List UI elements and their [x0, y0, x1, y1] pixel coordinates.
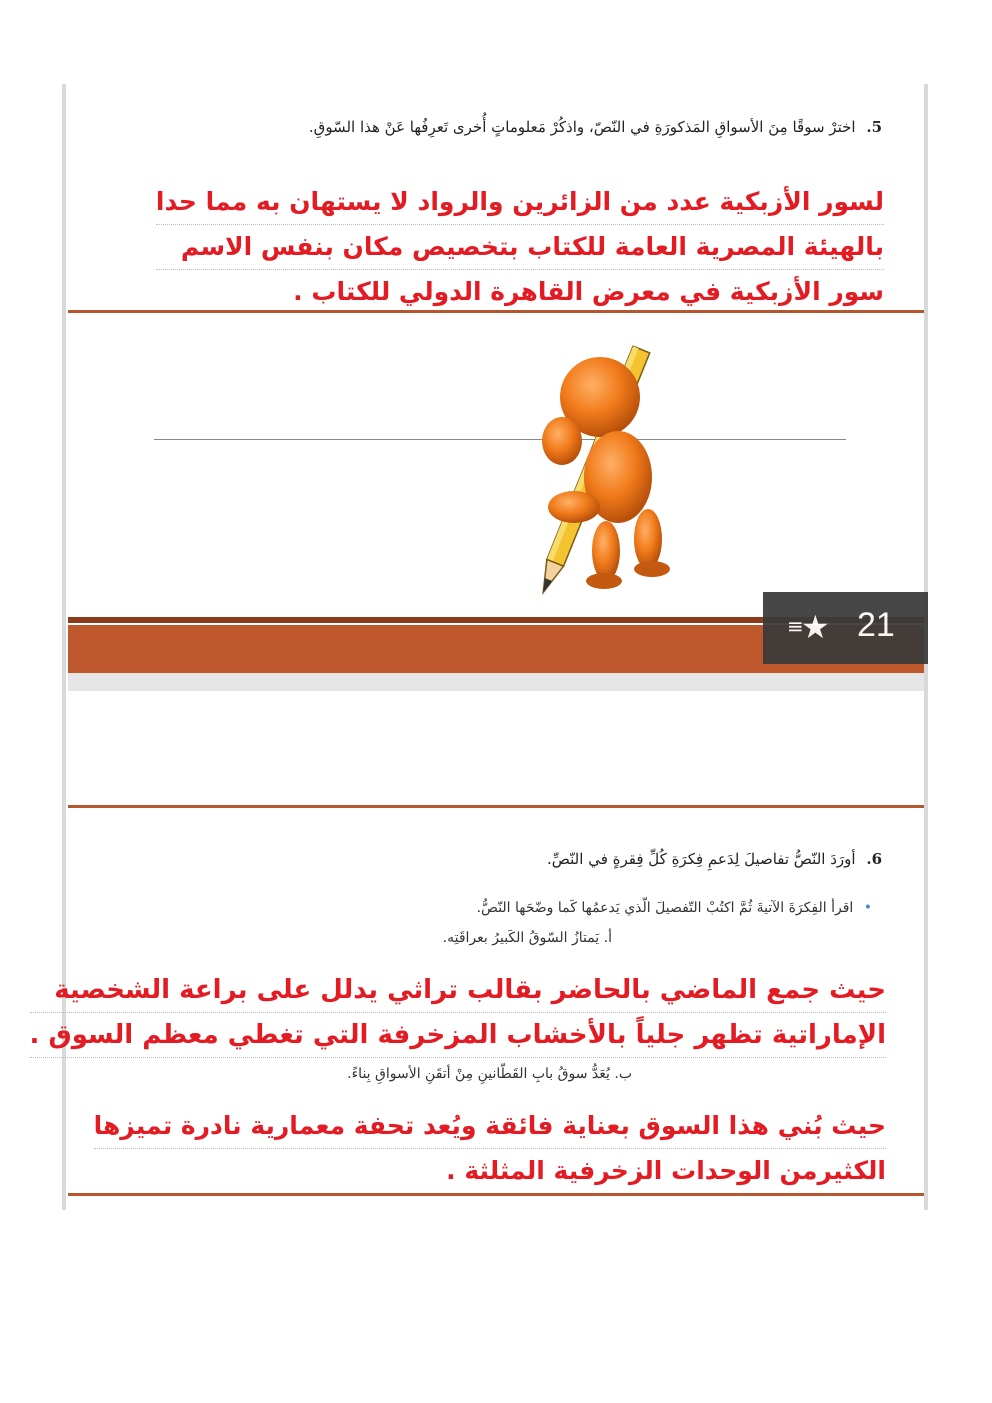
- instruction-text: اقرأ الفِكرَةَ الآتيةَ ثُمَّ اكتُبْ التّفصيلَ الّذي يَدعمُها كَما وضّحَها النّصُّ.: [476, 900, 854, 916]
- star-icon: ★: [801, 608, 830, 646]
- answer-5-line: لسور الأزبكية عدد من الزائرين والرواد لا يستهان به مما حدا: [156, 180, 884, 225]
- answer-6a: [30, 968, 886, 1058]
- page-number-badge: [763, 592, 928, 664]
- question-6: [547, 850, 882, 868]
- answer-5: [156, 180, 884, 315]
- answer-6b-line: الكثيرمن الوحدات الزخرفية المثلثة .: [94, 1149, 886, 1194]
- question-5-number: 5.: [866, 118, 882, 136]
- answer-5-line: بالهيئة المصرية العامة للكتاب بتخصيص مكان بنفس الاسم: [156, 225, 884, 270]
- motion-lines-icon: ≡: [787, 614, 804, 638]
- answer-6a-line: الإماراتية تظهر جلياً بالأخشاب المزخرفة التي تغطي معظم السوق .: [30, 1013, 886, 1058]
- page-number: 21: [857, 606, 895, 644]
- question-6-text: أورَدَ النّصُّ تفاصيلَ لِدَعمِ فِكرَةِ كُلِّ فِقرةٍ في النّصِّ.: [547, 850, 856, 868]
- orange-figure-with-pencil-icon: [488, 329, 688, 629]
- answer-6b-line: حيث بُني هذا السوق بعناية فائقة ويُعد تحفة معمارية نادرة تميزها: [94, 1104, 886, 1149]
- answer-5-line: سور الأزبكية في معرض القاهرة الدولي للكتاب .: [156, 270, 884, 315]
- answer-6a-line: حيث جمع الماضي بالحاضر بقالب تراثي يدلل على براعة الشخصية: [30, 968, 886, 1013]
- question-5: [122, 118, 882, 136]
- section-divider: [68, 1193, 924, 1196]
- slide-bottom-strip: [68, 673, 924, 691]
- question-6-number: 6.: [866, 850, 882, 868]
- item-b: ب. يُعَدُّ سوقُ بابِ القَطّانينِ مِنْ أتقَنِ الأسواقِ بِناءً.: [347, 1066, 632, 1082]
- question-5-text: اخترْ سوقًا مِنَ الأسواقِ المَذكورَةِ في النّصّ، واذكُرْ مَعلوماتٍ أُخرى تَعرِفُها عَنْ هذا السّوقِ.: [308, 118, 856, 136]
- question-6-instruction: [477, 900, 872, 916]
- section-divider: [68, 805, 924, 808]
- bullet-icon: •: [863, 900, 872, 916]
- item-a: أ. يَمتازُ السّوقُ الكَبيرُ بعراقَتِه.: [442, 930, 612, 946]
- answer-6b: [94, 1104, 886, 1194]
